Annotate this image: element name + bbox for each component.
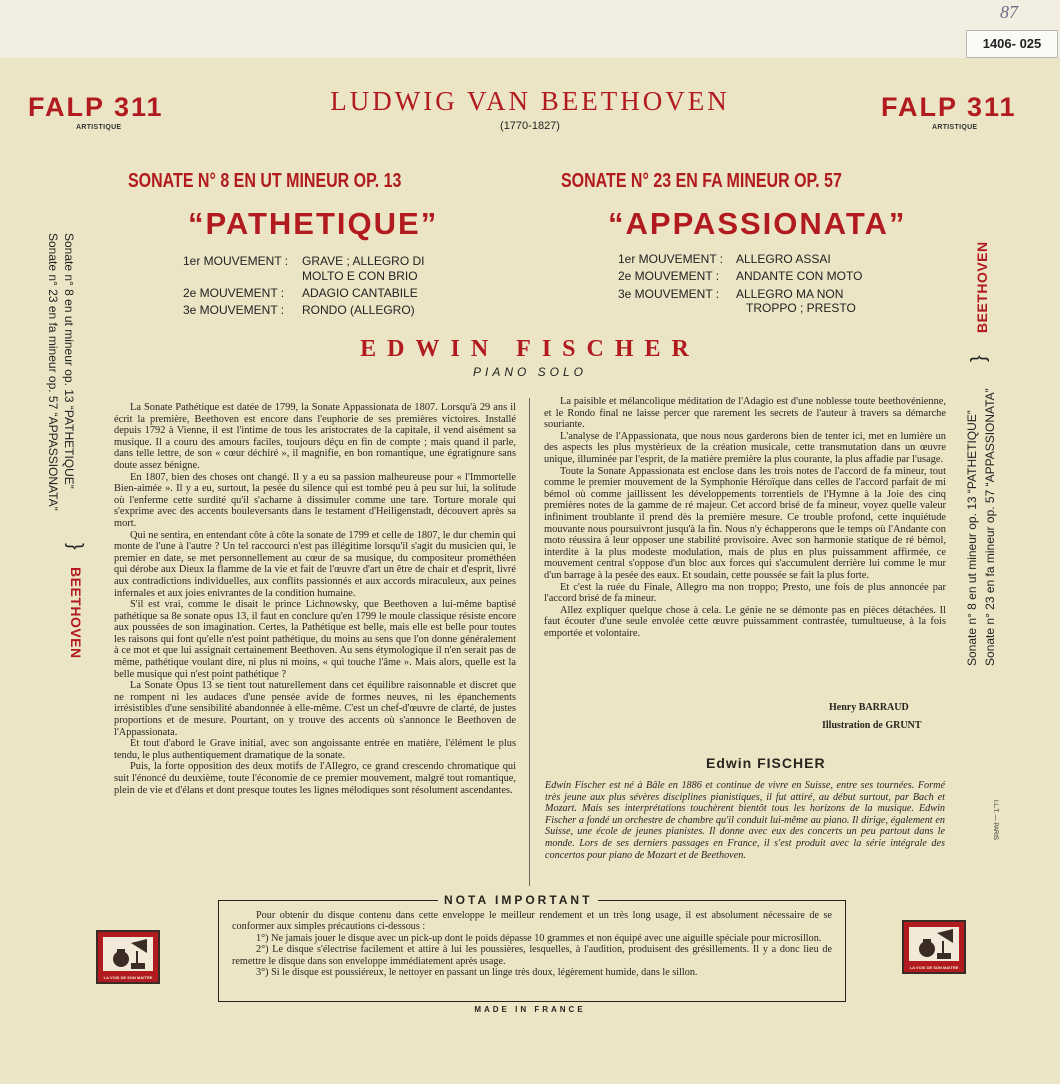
note-left-p4: S'il est vrai, comme le disait le prince Lichnowsky, que Beethoven a lui-même baptisé pathétique sa 8e sonate opus 13, il faut en conclure qu'en 1799 le moule classique résiste encore aux poussées de son imagination. Certes, la Pathétique est belle, mais elle est belle pour toutes les raisons qui font qu'elle n'est point pathétique, du moins au sens que l'on donne généralement à ce mot et que lui assignait certainement Beethoven. Au sens étymologique il n'en serait pas de même, pathétique voulant dire, ni plus ni moins, « qui touche l'âme ». Mais alors, quelle est la belle musique qui n'est point pathétique ? (114, 599, 516, 680)
mv-left-1-tempo: GRAVE ; ALLEGRO DI (302, 254, 425, 268)
note-left-p7: Puis, la forte opposition des deux motifs de l'Allegro, ce grand crescendo chromatique qui suit l'énoncé du deuxième, toute l'économie de ce premier mouvement, malgré tout romantique, plein de vie et d'élans et dont presque toutes les lignes mélodiques sont résolument ascendantes. (114, 761, 516, 796)
scan-background (0, 0, 1060, 58)
note-left-p3: Qui ne sentira, en entendant côte à côte la sonate de 1799 et celle de 1807, le dur chemin qui monte de l'une à l'autre ? Un tel raccourci n'est pas illégitime lorsqu'il s'agit du musicien qui, le premier en date, se met personnellement au cœur de sa musique, du compositeur prométhéen qui dérobe aux Dieux la flamme de la vie et fait de l'œuvre d'art un être de chair et d'esprit, livré aux contradictions individuelles, aux conflits passionnés et aux accords miraculeux, aux peines infernales et aux joies enivrantes de la condition humaine. (114, 529, 516, 599)
printer-credit: I.L.T. — PARIS (992, 800, 998, 840)
sonata-right-nickname: “APPASSIONATA” (608, 206, 907, 241)
spine-left-composer-text: BEETHOVEN (68, 567, 84, 659)
spine-right-brace: } (968, 355, 990, 362)
spine-right-line2: Sonate n° 23 en fa mineur op. 57 “APPASSIONATA” (983, 388, 997, 666)
hmv-dog-icon (909, 927, 959, 961)
bio-text: Edwin Fischer est né à Bâle en 1886 et continue de vivre en Suisse, entre ses tournées. Formé très jeune aux plus sévères disciplines pianistiques, il fut attiré, au début surtout, par Bach et Mozart. Mais ses interprétations touchèrent bientôt tous les horizons de la musique. Edwin Fischer a fondé un orchestre de chambre qu'il conduit lui-même au piano. Il dirige, également en Suisse, une école de jeunes pianistes. Il donne avec eux des concerts un peu partout dans le monde. Lors de ses derniers passages en France, il s'est produit avec la série intégrale des concertos pour piano de Mozart et de Beethoven. (545, 780, 945, 861)
note-right-p2: L'analyse de l'Appassionata, que nous nous garderons bien de tenter ici, met en lumière un des aspects les plus mystérieux de la création musicale, cette transmutation dans un œuvre unique, illuminée par l'esprit, de la matière première la plus courante, la plus affadie par l'usage. (544, 430, 946, 465)
composer-name: LUDWIG VAN BEETHOVEN (330, 86, 730, 116)
note-right-p4: Et c'est la ruée du Finale, Allegro ma non troppo; Presto, une fois de plus annoncée par l'accord brisé de fa mineur. (544, 581, 946, 605)
mv-right-1-tempo: ALLEGRO ASSAI (736, 252, 831, 266)
sonata-left-nickname: “PATHETIQUE” (188, 206, 439, 241)
mv-left-2-label: 2e MOUVEMENT : (183, 286, 285, 300)
nota-text (232, 910, 832, 978)
spine-right-line1: Sonate n° 8 en ut mineur op. 13 “PATHETIQUE” (965, 410, 979, 666)
nota-line-4: 3°) Si le disque est poussiéreux, le nettoyer en passant un linge très doux, légèrement humide, dans le sillon. (256, 967, 698, 979)
nota-line-2: 1°) Ne jamais jouer le disque avec un pick-up dont le poids dépasse 10 grammes et non équipé avec une aiguille spéciale pour microsillon. (256, 932, 822, 944)
sonata-left-title: SONATE N° 8 EN UT MINEUR OP. 13 (128, 170, 402, 192)
pencil-mark: 87 (1000, 2, 1018, 22)
catalog-number-left: FALP 311 (28, 92, 164, 122)
catalog-sub-left: ARTISTIQUE (76, 124, 122, 131)
note-right-p1: La paisible et mélancolique méditation de l'Adagio est d'une noblesse toute beethovénienne, et le Rondo final ne laisse percer que rarement les secrets de l'auteur à travers sa démarche souriante. (544, 396, 946, 431)
illustration-credit: Illustration de GRUNT (822, 720, 922, 731)
column-divider (529, 398, 530, 886)
mv-left-2-tempo: ADAGIO CANTABILE (302, 286, 418, 300)
made-in: MADE IN FRANCE (474, 1005, 586, 1014)
note-left-p6: Et tout d'abord le Grave initial, avec son angoissante entrée en matière, l'élément le plus tendu, le plus authentiquement dramatique de la sonate. (114, 738, 516, 761)
composer-years: (1770-1827) (500, 120, 560, 132)
note-left-p5: La Sonate Opus 13 se tient tout naturellement dans cet équilibre raisonnable et discret que ne rompent ni les audaces d'une pensée avide de formes neuves, ni les épanchements irrésistibles d'une sensibilité abandonnée à elle-même. C'est un chef-d'œuvre de clarté, de justes proportions et de mesure. Pourtant, on y trouve des accents où s'annonce le Beethoven de l'Appassionata. (114, 680, 516, 738)
catalog-sub-right: ARTISTIQUE (932, 124, 978, 131)
note-left-p1: La Sonate Pathétique est datée de 1799, la Sonate Appassionata de 1807. Lorsqu'à 29 ans il écrit la première, Beethoven est encore dans l'euphorie de ses premières victoires. Installé depuis 1792 à Vienne, il est l'intime de tous les aristocrates de la capitale, il vend aisément sa musique. Il a couru des amours faciles, toujours déçu en fin de compte ; mais quand il parle, dans telle lettre, de son « cœur déchiré », il magnifie, en bon romantique, une égratignure sans doute assez bénigne. (114, 402, 516, 471)
spine-right-composer-text: BEETHOVEN (974, 241, 990, 333)
mv-right-1-label: 1er MOUVEMENT : (618, 252, 724, 266)
bio-heading: Edwin FISCHER (706, 755, 826, 771)
instrument: PIANO SOLO (472, 365, 588, 379)
liner-notes-left (114, 402, 516, 796)
note-right-p3: Toute la Sonate Appassionata est enclose dans les trois notes de l'accord de fa mineur, tout comme le premier mouvement de la Symphonie Héroïque dans celles de l'accord parfait de mi bémol où comme jaillissent les développements torrentiels de l'Hymne à la Joie des cinq premières notes de la gamme de ré majeur. Cet accord brisé de fa mineur, voyez quelle valeur infiniment troublante il prend dès la première mesure. Ce trouble profond, cette inquiétude mouvante nous poursuivront jusqu'à la fin. Nous n'y échapperons que le temps où l'Andante con moto réussira à leur opposer une stabilité provisoire. Avec son harmonie statique de ré bémol, interdite à la plus modeste modulation, mais de plus en plus puissamment affirmée, ce mouvement central s'oppose d'un bloc aux forces qui s'accumulent derrière lui comme le mur d'un barrage à la pesée des eaux. Et soudain, cette poussée se fait la plus forte. (544, 465, 946, 581)
spine-left-line1: Sonate n° 8 en ut mineur op. 13 “PATHETIQUE” (62, 233, 76, 489)
mv-left-1-label: 1er MOUVEMENT : (183, 254, 289, 268)
spine-left-brace: } (64, 543, 86, 550)
note-right-p5: Allez expliquer quelque chose à cela. Le génie ne se démonte pas en pièces détachées. Il faut écouter d'une seule envolée cette œuvre puissamment contrastée, tumultueuse, à la fois emportée et volontaire. (544, 604, 946, 639)
nota-title: NOTA IMPORTANT (438, 893, 598, 907)
catalog-number-right: FALP 311 (881, 92, 1017, 122)
liner-notes-right (544, 396, 946, 639)
mv-right-2-tempo: ANDANTE CON MOTO (736, 269, 863, 283)
mv-right-3-tempo: ALLEGRO MA NON (736, 287, 844, 301)
performer-name: EDWIN FISCHER (360, 336, 700, 362)
mv-left-3-label: 3e MOUVEMENT : (183, 303, 285, 317)
nota-line-3: 2°) Le disque s'électrise facilement et attire à lui les poussières, lesquelles, à l'audition, produisent des grésillements. Il y a donc lieu de remettre le disque dans son enveloppe immédiatement après usage. (232, 944, 832, 967)
note-left-p2: En 1807, bien des choses ont changé. Il y a eu sa passion malheureuse pour « l'Immortelle Bien-aimée ». Il y a eu, surtout, la pesée du silence qui est tombé peu à peu sur lui, la solitude où l'enferme cette surdité qu'il s'acharne à dissimuler comme une tare. Torture morale qui s'exprime avec des accents bouleversants dans le testament d'Heiligenstadt, découvert après sa mort. (114, 471, 516, 529)
hmv-dog-icon (103, 937, 153, 971)
hmv-logo-right (902, 920, 966, 974)
author-signature: Henry BARRAUD (829, 702, 909, 713)
spine-left-composer (68, 567, 84, 659)
hmv-logo-left (96, 930, 160, 984)
mv-right-3-tempo2: TROPPO ; PRESTO (746, 301, 856, 315)
spine-left-line2: Sonate n° 23 en fa mineur op. 57 “APPASSIONATA” (46, 233, 60, 511)
mv-right-3-label: 3e MOUVEMENT : (618, 287, 720, 301)
mv-right-2-label: 2e MOUVEMENT : (618, 269, 720, 283)
mv-left-3-tempo: RONDO (ALLEGRO) (302, 303, 415, 317)
hmv-logo-left-label: LA VOIX DE SON MAITRE (103, 975, 153, 980)
sonata-right-title: SONATE N° 23 EN FA MINEUR OP. 57 (561, 170, 842, 192)
inventory-sticker: 1406- 025 (966, 30, 1058, 58)
spine-right-composer (974, 241, 990, 333)
mv-left-1-tempo2: MOLTO E CON BRIO (302, 269, 418, 283)
nota-line-1: Pour obtenir du disque contenu dans cette enveloppe le meilleur rendement et un très long usage, il est absolument nécessaire de se conformer aux simples précautions ci-dessous : (232, 910, 832, 933)
hmv-logo-right-label: LA VOIX DE SON MAITRE (909, 965, 959, 970)
